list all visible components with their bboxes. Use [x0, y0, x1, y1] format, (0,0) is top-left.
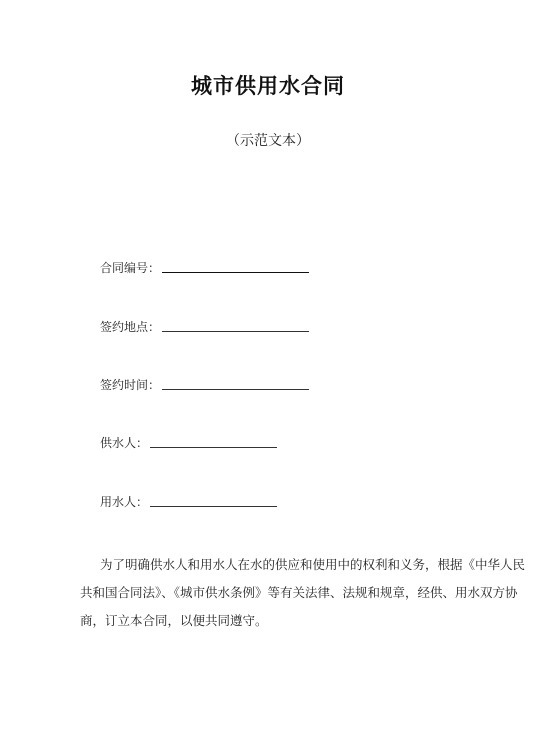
preamble-line-1: 为了明确供水人和用水人在水的供应和使用中的权利和义务，根据《中华人民: [100, 557, 526, 572]
water-user-blank[interactable]: [150, 494, 277, 507]
signing-time-field: [100, 373, 309, 393]
document-subtitle: （示范文本）: [226, 133, 310, 149]
water-supplier-blank[interactable]: [150, 435, 277, 448]
contract-number-blank[interactable]: [162, 260, 309, 273]
signing-place-field: [100, 315, 309, 335]
preamble-line-2: 共和国合同法》、《城市供水条例》等有关法律、法规和规章，经供、用水双方协: [80, 585, 518, 600]
document-title: 城市供用水合同: [191, 74, 345, 98]
signing-place-label: 签约地点：: [100, 320, 161, 334]
contract-number-field: [100, 256, 309, 276]
water-user-label: 用水人：: [100, 495, 149, 509]
water-supplier-field: [100, 431, 277, 451]
preamble-paragraph: [80, 551, 526, 635]
preamble-line-3: 商，订立本合同，以便共同遵守。: [80, 613, 268, 628]
signing-place-blank[interactable]: [162, 319, 309, 332]
water-user-field: [100, 490, 277, 510]
contract-number-label: 合同编号：: [100, 261, 161, 275]
water-supplier-label: 供水人：: [100, 436, 149, 450]
signing-time-label: 签约时间：: [100, 378, 161, 392]
signing-time-blank[interactable]: [162, 377, 309, 390]
